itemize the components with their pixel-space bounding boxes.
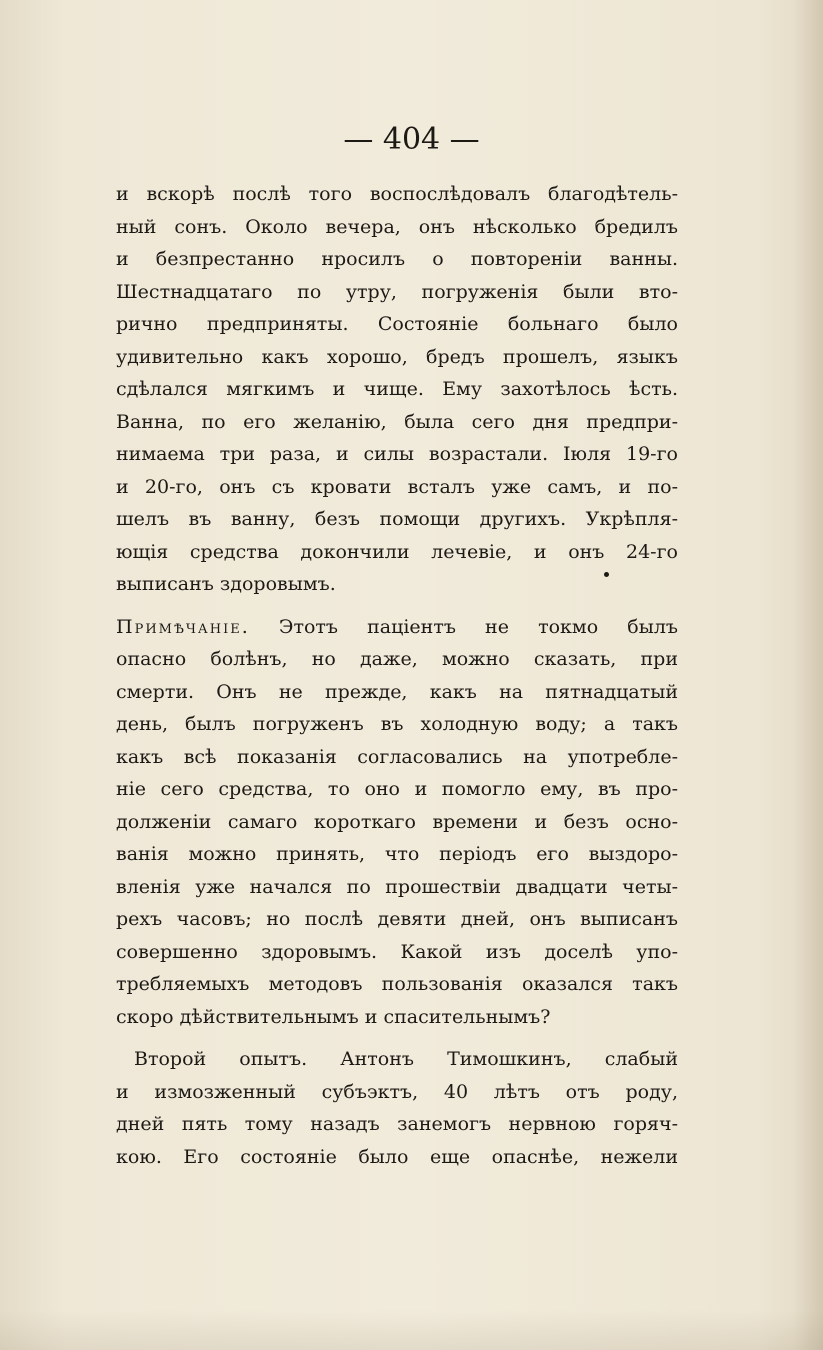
body-text [116,178,678,1173]
paragraph-gap [116,1033,678,1043]
text-line: ный сонъ. Около вечера, онъ нѣсколько бредилъ [116,215,678,238]
text-line: рехъ часовъ; но послѣ девяти дней, онъ выписанъ [116,908,678,930]
page-number: — 404 — [343,122,480,157]
text-line: смерти. Онъ не прежде, какъ на пятнадцатый [116,680,678,703]
ink-speck [604,572,609,577]
text-line: скоро дѣйствительнымъ и спасительнымъ? [116,1005,551,1028]
text-line: Шестнадцатаго по утру, погруженія были вто- [116,280,678,303]
text-line: нимаема три раза, и силы возрастали. Іюля 19-го [116,443,678,465]
note-heading: Примѣчаніе. [116,615,250,638]
text-line: ніе сего средства, то оно и помогло ему, въ про- [116,778,678,800]
text-line: сдѣлался мягкимъ и чище. Ему захотѣлось ѣсть. [116,378,678,400]
text-line: вленія уже начался по прошествіи двадцати четы- [116,875,678,898]
text-line: шелъ въ ванну, безъ помощи другихъ. Укрѣпля- [116,508,678,530]
text-line: Ванна, по его желанію, была сего дня предпри- [116,410,678,433]
text-line: и вскорѣ послѣ того воспослѣдовалъ благодѣтель- [116,183,678,205]
text-line: дней пять тому назадъ занемогъ нервною горяч- [116,1113,678,1135]
text-line: и безпрестанно нросилъ о повтореніи ванны. [116,248,678,270]
text-line: ванія можно принять, что періодъ его выздоро- [116,843,678,865]
text-line: ющія средства докончили лечевіе, и онъ 24-го [116,540,678,563]
paragraph-gap [116,601,678,611]
text-line-lead [116,611,678,644]
page-bottom-shadow [0,1310,823,1350]
text-line: и измозженный субъэктъ, 40 лѣтъ отъ роду, [116,1080,678,1103]
text-line: Второй опытъ. Антонъ Тимошкинъ, слабый [134,1048,678,1070]
text-line: требляемыхъ методовъ пользованія оказался такъ [116,973,678,995]
text-line: долженіи самаго короткаго времени и безъ осно- [116,810,678,833]
text-line: удивительно какъ хорошо, бредъ прошелъ, языкъ [116,345,678,368]
text-line: совершенно здоровымъ. Какой изъ доселѣ упо- [116,940,678,963]
text-line: рично предприняты. Состояніе больнаго было [116,313,678,335]
text-line-rest: Этотъ паціентъ не токмо былъ [249,615,678,638]
text-line: опасно болѣнъ, но даже, можно сказать, при [116,648,678,670]
text-line: день, былъ погруженъ въ холодную воду; а такъ [116,713,678,735]
text-line: какъ всѣ показанія согласовались на употребле- [116,745,678,768]
text-line: кою. Его состояніе было еще опаснѣе, нежели [116,1145,678,1168]
page-edge-shadow [793,0,823,1350]
text-line: и 20-го, онъ съ кровати всталъ уже самъ, и по- [116,475,678,498]
text-line: выписанъ здоровымъ. [116,573,336,595]
